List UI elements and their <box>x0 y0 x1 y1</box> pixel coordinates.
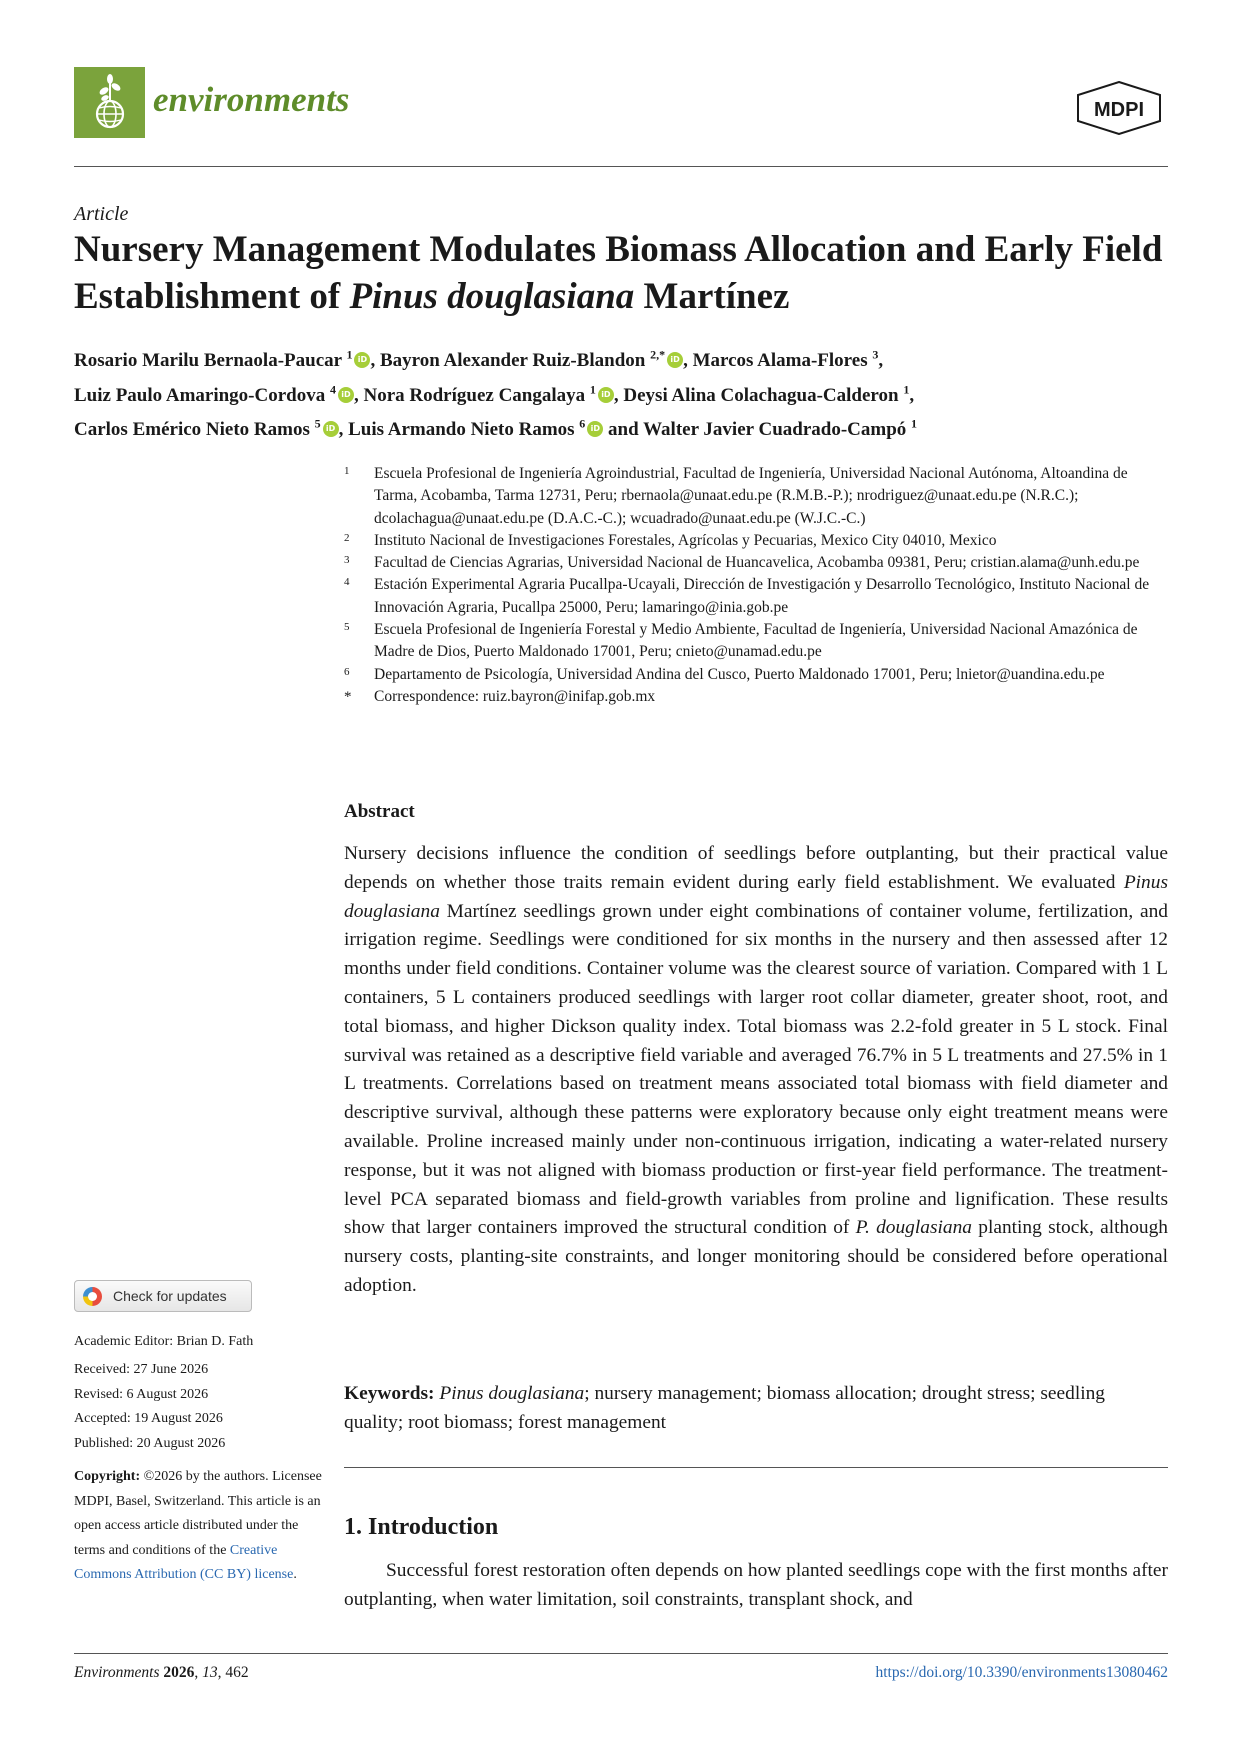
author: Walter Javier Cuadrado-Campó $^1$ <box>643 416 918 440</box>
author: Marcos Alama-Flores $^3$, <box>692 348 884 372</box>
orcid-icon[interactable] <box>667 352 683 368</box>
check-updates-label: Check for updates <box>113 1288 227 1304</box>
author: Deysi Alina Colachagua-Calderon $^1$, <box>623 382 915 406</box>
correspondence: * Correspondence: ruiz.bayron@inifap.gob.mx <box>344 687 656 705</box>
citation: Environments 2026, 13, 462 <box>74 1664 249 1681</box>
journal-logo <box>74 67 145 138</box>
orcid-icon[interactable] <box>354 352 370 368</box>
affiliation: 1 Escuela Profesional de Ingeniería Agroindustrial, Facultad de Ingeniería, Universidad Nacional Autónoma, Altoandina de Tarma, Acobamba, Tarma 12731, Peru; rbernaola@unaat.edu.pe (R.M.B.-P.); nrodriguez@unaat.edu.pe (N.R.C.); dcolachagua@unaat.edu.pe (D.A.C.-C.); wcuadrado@unaat.edu.pe (W.J.C.-C.) <box>344 465 1128 527</box>
doi-link[interactable]: https://doi.org/10.3390/environments13080462 <box>875 1664 1168 1681</box>
section-heading-introduction: 1. Introduction <box>344 1514 499 1540</box>
header-divider <box>74 166 1168 167</box>
affiliation: 2 Instituto Nacional de Investigaciones Forestales, Agrícolas y Pecuarias, Mexico City 04010, Mexico <box>344 531 997 549</box>
abstract-heading: Abstract <box>344 801 415 822</box>
check-updates-icon <box>83 1287 102 1306</box>
received-date: Received: 27 June 2026 <box>74 1362 209 1377</box>
introduction-body: Successful forest restoration often depends on how planted seedlings cope with the first months after outplanting, when water limitation, soil constraints, transplant shock, and <box>344 1560 1168 1610</box>
title-species: Pinus douglasiana <box>349 276 635 317</box>
revised-date: Revised: 6 August 2026 <box>74 1386 209 1402</box>
orcid-icon[interactable] <box>598 387 614 403</box>
journal-name: environments <box>153 80 350 119</box>
title-text: Nursery Management Modulates Biomass Allocation and Early Field Establishment of <box>74 229 1163 317</box>
affiliation: 4 Estación Experimental Agraria Pucallpa-Ucayali, Dirección de Investigación y Desarrollo Tecnológico, Instituto Nacional de Innovación Agraria, Pucallpa 25000, Peru; lamaringo@inia.gob.pe <box>344 576 1150 616</box>
keywords-label: Keywords: <box>344 1383 435 1404</box>
author: Bayron Alexander Ruiz-Blandon $^{2,*}$iD , <box>380 350 693 371</box>
license-link[interactable]: Creative Commons Attribution (CC BY) license <box>74 1542 294 1582</box>
academic-editor: Academic Editor: Brian D. Fath <box>74 1334 254 1349</box>
affiliation: 6 Departamento de Psicología, Universidad Andina del Cusco, Puerto Maldonado 17001, Peru; lnietor@uandina.edu.pe <box>344 665 1105 683</box>
publication-dates <box>74 1358 225 1456</box>
check-for-updates-button[interactable] <box>74 1280 252 1312</box>
article-type: Article <box>74 203 129 225</box>
keywords: Keywords: Pinus douglasiana; nursery management; biomass allocation; drought stress; seedling quality; root biomass; forest management <box>344 1383 1105 1433</box>
globe-plant-icon <box>74 67 145 138</box>
author: Nora Rodríguez Cangalaya $^1$iD , <box>363 385 623 406</box>
orcid-icon[interactable] <box>338 387 354 403</box>
footer-divider <box>74 1653 1168 1654</box>
published-date: Published: 20 August 2026 <box>74 1435 226 1451</box>
author: Rosario Marilu Bernaola-Paucar $^1$iD , <box>74 350 380 371</box>
affiliation: 3 Facultad de Ciencias Agrarias, Universidad Nacional de Huancavelica, Acobamba 09381, Peru; cristian.alama@unh.edu.pe <box>344 554 1140 572</box>
article-title <box>74 226 1168 320</box>
affiliations <box>344 463 1168 708</box>
author: Luiz Paulo Amaringo-Cordova $^4$iD , <box>74 385 363 406</box>
author: Carlos Emérico Nieto Ramos $^5$iD , <box>74 419 348 440</box>
section-divider <box>344 1467 1168 1468</box>
accepted-date: Accepted: 19 August 2026 <box>74 1411 223 1426</box>
publisher-name: MDPI <box>1094 99 1144 121</box>
title-text-end: Martínez <box>634 276 790 317</box>
author: Luis Armando Nieto Ramos $^6$iD and <box>348 419 643 440</box>
mdpi-logo <box>1074 81 1164 135</box>
orcid-icon[interactable] <box>587 421 603 437</box>
affiliation: 5 Escuela Profesional de Ingeniería Forestal y Medio Ambiente, Facultad de Ingeniería, Universidad Nacional Amazónica de Madre de Dios, Puerto Maldonado 17001, Peru; cnieto@unamad.edu.pe <box>344 621 1138 661</box>
orcid-icon[interactable] <box>323 421 339 437</box>
author-list <box>74 341 1168 444</box>
copyright-notice: Copyright: ©2026 by the authors. Licensee MDPI, Basel, Switzerland. This article is an open access article distributed under the terms and conditions of the Creative Commons Attribution (CC BY) license. <box>74 1469 322 1582</box>
abstract-body: Nursery decisions influence the condition of seedlings before outplanting, but their practical value depends on whether those traits remain evident during early field establishment. We evaluated Pinus douglasiana Martínez seedlings grown under eight combinations of container volume, fertilization, and irrigation regime. Seedlings were conditioned for six months in the nursery and then assessed after 12 months under field conditions. Container volume was the clearest source of variation. Compared with 1 L containers, 5 L containers produced seedlings with larger root collar diameter, greater shoot, root, and total biomass, and higher Dickson quality index. Total biomass was 2.2-fold greater in 5 L stock. Final survival was retained as a descriptive field variable and averaged 76.7% in 5 L treatments and 27.5% in 1 L treatments. Correlations based on treatment means associated total biomass with field diameter and descriptive survival, although these patterns were exploratory because only eight treatment means were available. Proline increased mainly under non-continuous irrigation, indicating a water-related nursery response, but it was not aligned with biomass production or first-year field performance. The treatment-level PCA separated biomass and field-growth variables from proline and lignification. These results show that larger containers improved the structural condition of P. douglasiana planting stock, although nursery costs, planting-site constraints, and longer monitoring should be considered before operational adoption. <box>344 843 1168 1296</box>
